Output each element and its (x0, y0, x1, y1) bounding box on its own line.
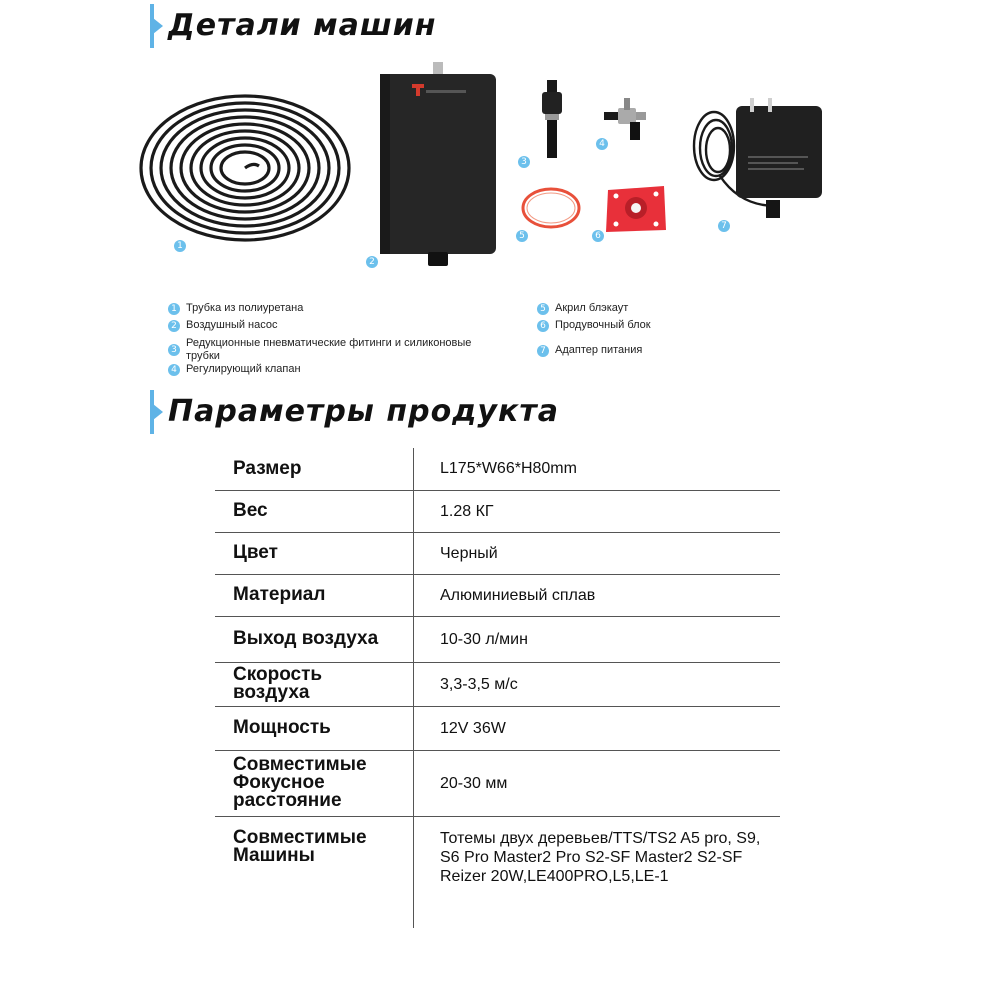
legend-badge: 2 (168, 320, 180, 332)
spec-value: Черный (440, 544, 498, 562)
spec-row-weight (215, 490, 780, 532)
spec-row-material (215, 574, 780, 616)
power-adapter-image (690, 96, 830, 226)
spec-table (215, 448, 780, 928)
spec-key-text: Выход воздуха (233, 628, 379, 649)
spec-row-focal-distance (215, 750, 780, 816)
parts-title-text: Детали машин (168, 8, 437, 43)
spec-row-compatible-machines (215, 816, 780, 928)
spec-value: 1.28 КГ (440, 502, 494, 520)
air-pump-image (378, 62, 498, 270)
legend-badge: 1 (168, 303, 180, 315)
reducing-fitting-image (534, 80, 570, 160)
spec-key-text: Совместимые Фокусное расстояние (233, 754, 367, 811)
title-accent-arrow (153, 404, 163, 420)
legend-label: Воздушный насос (186, 319, 278, 331)
spec-key: Вес (215, 490, 414, 532)
blowing-block-image (604, 182, 668, 234)
spec-value (414, 816, 781, 928)
spec-key: Мощность (215, 706, 414, 750)
legend-badge: 3 (168, 344, 180, 356)
legend-badge: 5 (537, 303, 549, 315)
spec-key (215, 750, 414, 816)
legend-badge: 6 (537, 320, 549, 332)
spec-value: 12V 36W (440, 719, 506, 737)
spec-row-air-speed (215, 662, 780, 706)
spec-row-size (215, 448, 780, 490)
spec-row-color (215, 532, 780, 574)
legend-label: Трубка из полиуретана (186, 302, 304, 314)
spec-key (215, 616, 414, 662)
part-badge-1: 1 (174, 240, 186, 252)
legend-label: Редукционные пневматические фитинги и силиконовые трубки (186, 337, 472, 362)
legend-badge: 7 (537, 345, 549, 357)
part-badge-6: 6 (592, 230, 604, 242)
spec-row-power (215, 706, 780, 750)
legend-label: Адаптер питания (555, 344, 643, 356)
legend-label: Регулирующий клапан (186, 363, 301, 375)
regulating-valve-image (602, 98, 654, 140)
spec-key-text: Совместимые Машины (233, 826, 367, 866)
title-accent-arrow (153, 18, 163, 34)
params-title-text: Параметры продукта (168, 394, 559, 429)
part-badge-4: 4 (596, 138, 608, 150)
spec-key (215, 662, 414, 706)
spec-value: L175*W66*H80mm (440, 460, 577, 478)
spec-value: 3,3-3,5 м/с (440, 675, 518, 693)
spec-key: Цвет (215, 532, 414, 574)
legend-label: Акрил блэкаут (555, 302, 629, 314)
legend-label: Продувочный блок (555, 319, 651, 331)
part-badge-5: 5 (516, 230, 528, 242)
spec-value-text: Тотемы двух деревьев/TTS/TS2 A5 pro, S9, S6 Pro Master2 Pro S2-SF Master2 S2-SF Reizer 20W,LE400PRO,L5,LE-1 (440, 829, 761, 885)
spec-key: Размер (215, 448, 414, 490)
part-badge-7: 7 (718, 220, 730, 232)
parts-legend-right (537, 302, 737, 362)
spec-key-text: Скорость воздуха (233, 664, 323, 703)
spec-key: Материал (215, 574, 414, 616)
tube-coil-image (135, 92, 355, 252)
spec-value: 10-30 л/мин (440, 630, 528, 648)
part-badge-2: 2 (366, 256, 378, 268)
acrylic-ring-image (520, 186, 582, 230)
legend-badge: 4 (168, 364, 180, 376)
spec-row-air-output (215, 616, 780, 662)
spec-value: Алюминиевый сплав (440, 586, 596, 604)
part-badge-3: 3 (518, 156, 530, 168)
spec-key (215, 816, 414, 928)
parts-legend-left (168, 302, 508, 382)
spec-value: 20-30 мм (440, 774, 508, 792)
